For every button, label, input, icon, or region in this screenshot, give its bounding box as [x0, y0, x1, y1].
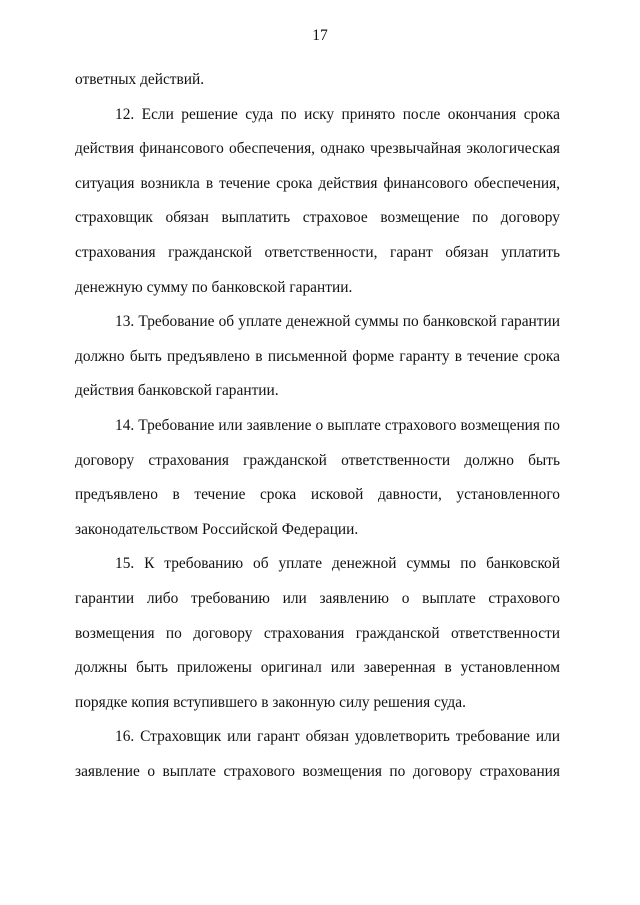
- text-line: действия банковской гарантии.: [75, 382, 279, 400]
- paragraph-14: [75, 414, 560, 552]
- text-line: гарантии либо требованию или заявлению о выплате страхового: [75, 589, 560, 607]
- text-line: ситуация возникла в течение срока действия финансового обеспечения,: [75, 174, 560, 192]
- text-line: должно быть предъявлено в письменной форме гаранту в течение срока: [75, 347, 560, 365]
- text-line: 13. Требование об уплате денежной суммы по банковской гарантии: [115, 313, 560, 331]
- text-line: возмещения по договору страхования гражданской ответственности: [75, 624, 560, 642]
- text-line: страховщик обязан выплатить страховое возмещение по договору: [75, 209, 560, 227]
- text-line: денежную сумму по банковской гарантии.: [75, 278, 353, 296]
- text-line: 15. К требованию об уплате денежной суммы по банковской: [115, 555, 560, 573]
- text-line: должны быть приложены оригинал или заверенная в установленном: [75, 659, 560, 677]
- text-line: 14. Требование или заявление о выплате страхового возмещения по: [115, 416, 560, 434]
- text-line: договору страхования гражданской ответственности должно быть: [75, 451, 560, 469]
- text-line: предъявлено в течение срока исковой давности, установленного: [75, 486, 560, 504]
- paragraph-15: [75, 552, 560, 725]
- document-body: [75, 68, 560, 794]
- text-line: заявление о выплате страхового возмещения по договору страхования: [75, 762, 560, 780]
- text-line: ответных действий.: [75, 71, 205, 88]
- paragraph-16: [75, 725, 560, 794]
- text-line: законодательством Российской Федерации.: [75, 520, 359, 538]
- text-line: действия финансового обеспечения, однако чрезвычайная экологическая: [75, 140, 560, 158]
- text-line: порядке копия вступившего в законную силу решения суда.: [75, 693, 466, 711]
- paragraph-continuation: [75, 68, 560, 103]
- paragraph-12: [75, 103, 560, 311]
- page-number: 17: [312, 27, 328, 44]
- text-line: 16. Страховщик или гарант обязан удовлетворить требование или: [115, 728, 560, 746]
- text-line: страхования гражданской ответственности, гарант обязан уплатить: [75, 243, 560, 261]
- paragraph-13: [75, 310, 560, 414]
- text-line: 12. Если решение суда по иску принято после окончания срока: [115, 105, 560, 123]
